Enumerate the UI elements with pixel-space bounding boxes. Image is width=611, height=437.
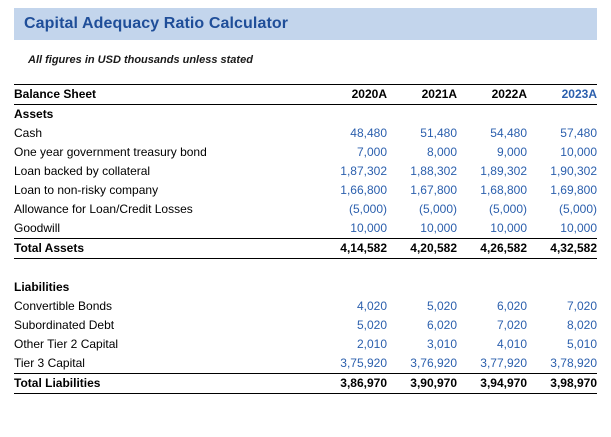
page-title: Capital Adequacy Ratio Calculator [24,15,289,32]
cell-value[interactable]: 7,020 [496,318,527,332]
cell-value[interactable]: 4,010 [496,337,527,351]
cell-value[interactable]: 6,020 [426,318,457,332]
cell-value[interactable]: (5,000) [488,202,527,216]
column-header-2023a: 2023A [527,85,597,105]
table-row [14,335,597,354]
cell-value[interactable]: 4,020 [356,299,387,313]
cell-value: 4,14,582 [317,239,387,259]
table-header-row [14,85,597,105]
cell-value[interactable]: 8,020 [566,318,597,332]
cell-value[interactable]: 3,77,920 [480,356,527,370]
row-label: Goodwill [14,221,61,235]
cell-value[interactable]: 3,76,920 [410,356,457,370]
section-label: Assets [14,107,54,121]
section-header-liabilities [14,278,597,297]
cell-value[interactable]: 7,020 [566,299,597,313]
cell-value[interactable]: 1,66,800 [340,183,387,197]
table-row [14,181,597,200]
cell-value[interactable]: (5,000) [558,202,597,216]
cell-value[interactable]: 7,000 [356,145,387,159]
cell-value: 3,94,970 [457,374,527,394]
row-label: Total Liabilities [14,374,317,394]
cell-value[interactable]: 5,020 [356,318,387,332]
cell-value: 3,90,970 [387,374,457,394]
cell-value: 4,26,582 [457,239,527,259]
cell-value: 4,32,582 [527,239,597,259]
row-label: Allowance for Loan/Credit Losses [14,202,193,216]
cell-value[interactable]: 48,480 [350,126,387,140]
cell-value[interactable]: 1,89,302 [480,164,527,178]
table-row [14,200,597,219]
cell-value[interactable]: (5,000) [418,202,457,216]
section-header-assets [14,105,597,125]
cell-value[interactable]: 5,010 [566,337,597,351]
cell-value[interactable]: 1,90,302 [550,164,597,178]
row-label: One year government treasury bond [14,145,207,159]
cell-value[interactable]: 6,020 [496,299,527,313]
cell-value[interactable]: 10,000 [490,221,527,235]
cell-value[interactable]: 1,87,302 [340,164,387,178]
cell-value[interactable]: 54,480 [490,126,527,140]
cell-value[interactable]: 51,480 [420,126,457,140]
cell-value[interactable]: 9,000 [496,145,527,159]
balance-sheet-table [14,84,597,394]
cell-value[interactable]: (5,000) [348,202,387,216]
row-label: Tier 3 Capital [14,356,85,370]
cell-value[interactable]: 3,75,920 [340,356,387,370]
table-row [14,143,597,162]
row-label: Cash [14,126,43,140]
cell-value[interactable]: 1,69,800 [550,183,597,197]
total-row-assets [14,239,597,259]
table-row [14,162,597,181]
cell-value[interactable]: 5,020 [426,299,457,313]
table-row [14,297,597,316]
cell-value: 3,98,970 [527,374,597,394]
row-label: Convertible Bonds [14,299,113,313]
cell-value[interactable]: 1,88,302 [410,164,457,178]
column-header-balance-sheet: Balance Sheet [14,85,317,105]
table-row [14,354,597,374]
row-label: Other Tier 2 Capital [14,337,119,351]
cell-value[interactable]: 10,000 [560,145,597,159]
cell-value[interactable]: 3,78,920 [550,356,597,370]
figures-note: All figures in USD thousands unless stated [28,54,253,66]
document-page [0,8,611,437]
column-header-2022a: 2022A [457,85,527,105]
column-header-2020a: 2020A [317,85,387,105]
row-label: Loan to non-risky company [14,183,159,197]
row-label: Total Assets [14,239,317,259]
cell-value[interactable]: 3,010 [426,337,457,351]
cell-value[interactable]: 8,000 [426,145,457,159]
table-row [14,124,597,143]
cell-value[interactable]: 10,000 [560,221,597,235]
cell-value[interactable]: 10,000 [350,221,387,235]
row-label: Subordinated Debt [14,318,115,332]
cell-value[interactable]: 57,480 [560,126,597,140]
table-row [14,316,597,335]
column-header-2021a: 2021A [387,85,457,105]
section-label: Liabilities [14,280,70,294]
cell-value[interactable]: 1,67,800 [410,183,457,197]
cell-value[interactable]: 2,010 [356,337,387,351]
title-bar [14,8,597,40]
cell-value[interactable]: 1,68,800 [480,183,527,197]
total-row-liabilities [14,374,597,394]
row-spacer [14,259,597,279]
table-row [14,219,597,239]
cell-value[interactable]: 10,000 [420,221,457,235]
row-label: Loan backed by collateral [14,164,151,178]
cell-value: 3,86,970 [317,374,387,394]
cell-value: 4,20,582 [387,239,457,259]
